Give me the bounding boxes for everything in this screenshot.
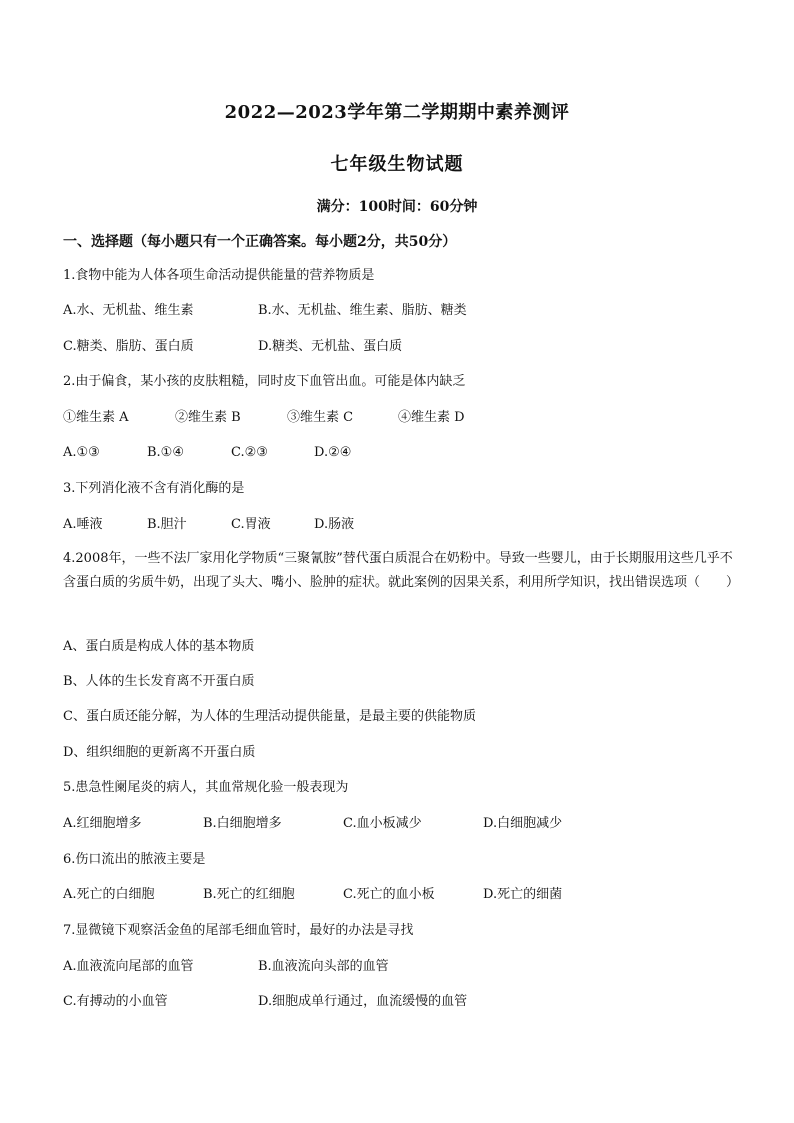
question-5-stem: 5.患急性阑尾炎的病人，其血常规化验一般表现为 [63,780,349,795]
question-4-option-c: C、蛋白质还能分解，为人体的生理活动提供能量，是最主要的供能物质 [63,709,476,724]
question-3-option-b: B.胆汁 [147,517,187,532]
question-2-option-b: B.①④ [147,445,184,460]
question-4-stem: 4.2008年，一些不法厂家用化学物质“三聚氰胺”替代蛋白质混合在奶粉中。导致一些婴儿，由于长期服用这些几乎不含蛋白质的劣质牛奶，出现了头大、嘴小、脸肿的症状。就此案例的因果关系，利用所学知识，找出错误选项（ ） [63,551,740,590]
question-1-stem: 1.食物中能为人体各项生命活动提供能量的营养物质是 [63,268,375,283]
exam-subtitle: 七年级生物试题 [330,154,464,175]
question-1-option-a: A.水、无机盐、维生素 [63,303,194,318]
question-7-option-c: C.有搏动的小血管 [63,994,168,1009]
exam-meta: 满分：100时间：60分钟 [316,199,478,215]
question-3-option-d: D.肠液 [314,517,355,532]
exam-title: 2022—2023学年第二学期期中素养测评 [224,102,570,123]
question-3-stem: 3.下列消化液不含有消化酶的是 [63,481,245,496]
question-5-option-a: A.红细胞增多 [63,816,142,831]
question-2-option-c: C.②③ [231,445,268,460]
question-5-option-b: B.白细胞增多 [203,816,282,831]
question-2-stem: 2.由于偏食，某小孩的皮肤粗糙，同时皮下血管出血。可能是体内缺乏 [63,374,466,389]
section-heading: 一、选择题（每小题只有一个正确答案。每小题2分，共50分） [63,234,457,250]
question-5-option-c: C.血小板减少 [343,816,422,831]
question-6-option-a: A.死亡的白细胞 [63,887,155,902]
question-7-option-b: B.血液流向头部的血管 [258,959,389,974]
question-2-option-a: A.①③ [63,445,100,460]
question-2-item-2: ②维生素 B [175,410,241,425]
question-6-option-d: D.死亡的细菌 [483,887,563,902]
question-2-item-4: ④维生素 D [398,410,465,425]
question-5-option-d: D.白细胞减少 [483,816,563,831]
question-6-stem: 6.伤口流出的脓液主要是 [63,852,206,867]
question-2-item-1: ①维生素 A [63,410,129,425]
question-7-stem: 7.显微镜下观察活金鱼的尾部毛细血管时，最好的办法是寻找 [63,923,414,938]
question-4-option-a: A、蛋白质是构成人体的基本物质 [63,639,255,654]
question-6-option-b: B.死亡的红细胞 [203,887,295,902]
question-1-option-c: C.糖类、脂肪、蛋白质 [63,339,194,354]
question-4-option-d: D、组织细胞的更新离不开蛋白质 [63,745,256,760]
question-4-option-b: B、人体的生长发育离不开蛋白质 [63,674,255,689]
question-3-option-c: C.胃液 [231,517,271,532]
question-1-option-d: D.糖类、无机盐、蛋白质 [258,339,403,354]
question-3-option-a: A.唾液 [63,517,103,532]
question-1-option-b: B.水、无机盐、维生素、脂肪、糖类 [258,303,467,318]
question-7-option-a: A.血液流向尾部的血管 [63,959,194,974]
question-2-item-3: ③维生素 C [287,410,354,425]
question-7-option-d: D.细胞成单行通过，血流缓慢的血管 [258,994,468,1009]
question-2-option-d: D.②④ [314,445,352,460]
question-6-option-c: C.死亡的血小板 [343,887,435,902]
